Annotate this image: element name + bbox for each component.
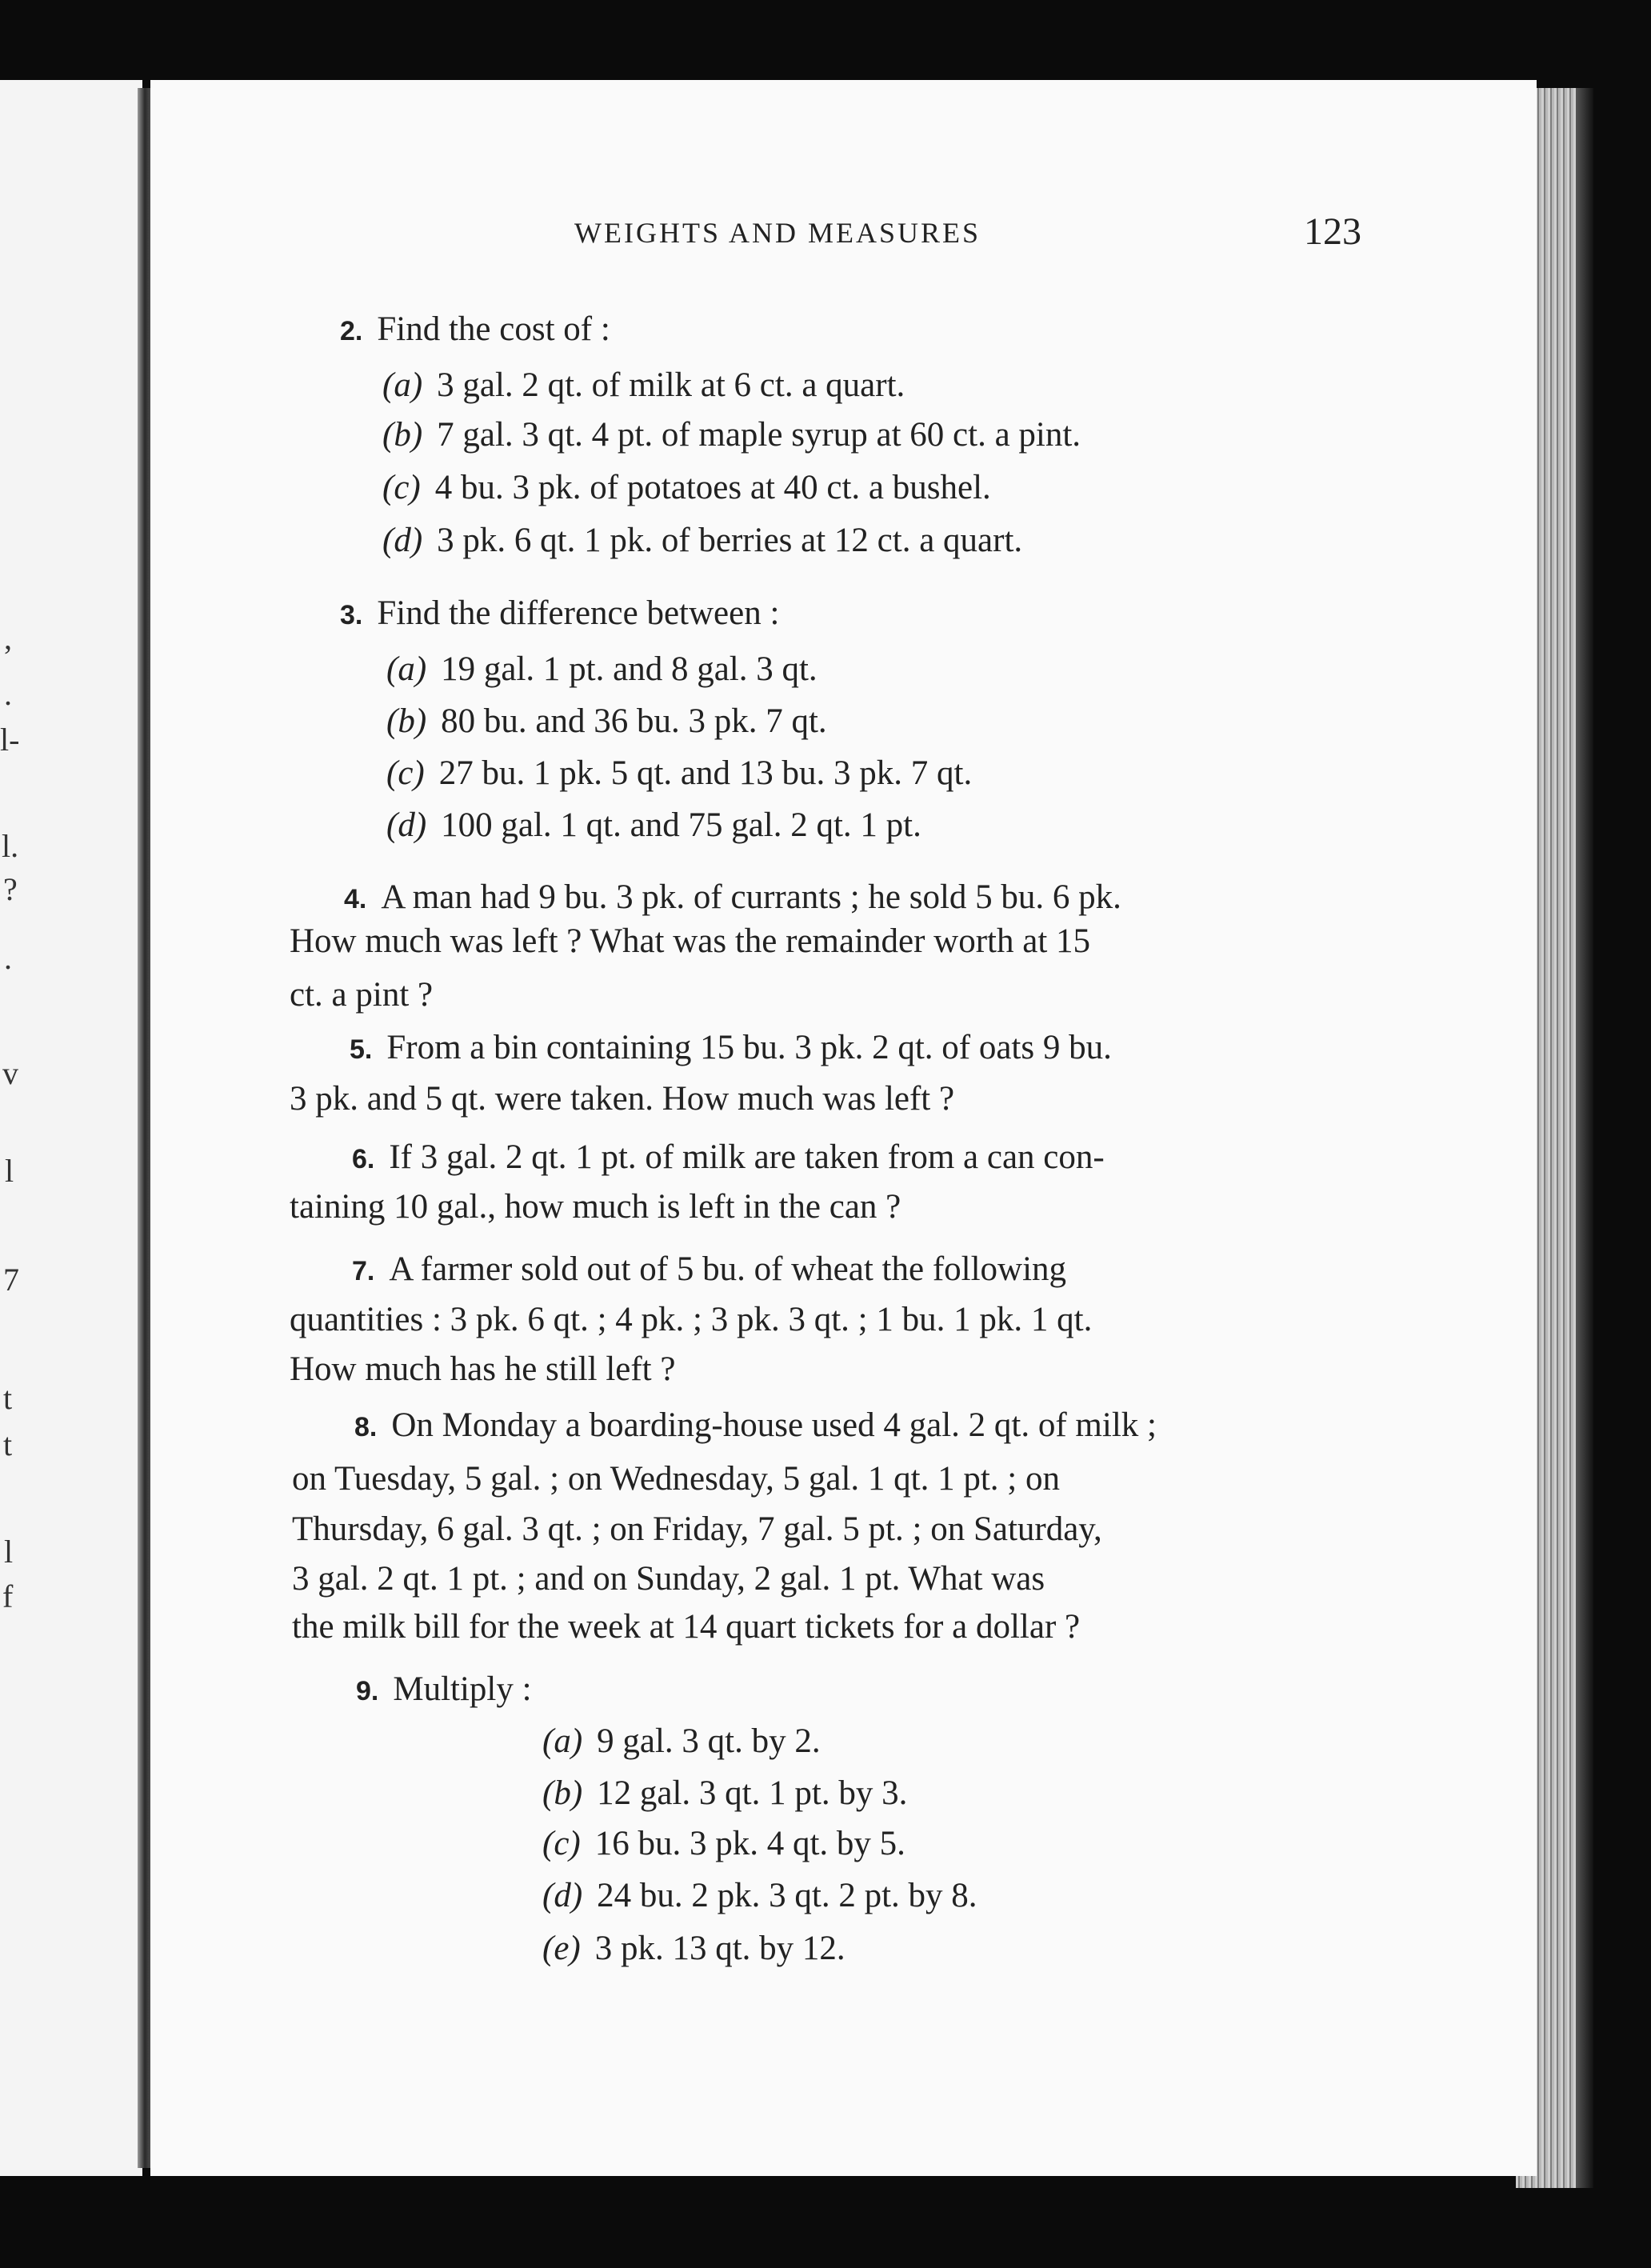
problem-8-line: Thursday, 6 gal. 3 qt. ; on Friday, 7 gal. 5 pt. ; on Saturday, — [292, 1510, 1102, 1548]
item-label: (b) — [386, 702, 427, 740]
problem-6-line — [352, 1140, 1105, 1174]
item-text: 7 gal. 3 qt. 4 pt. of maple syrup at 60 ct. a pint. — [437, 416, 1081, 454]
list-item — [542, 1878, 977, 1913]
problem-number: 7. — [352, 1256, 375, 1286]
running-head: WEIGHTS AND MEASURES — [574, 217, 981, 249]
list-item — [382, 418, 1081, 452]
facing-page-fragment: t — [3, 1380, 13, 1416]
problem-8-line — [354, 1408, 1157, 1442]
item-text: 100 gal. 1 qt. and 75 gal. 2 qt. 1 pt. — [441, 806, 921, 844]
facing-page-fragment: f — [2, 1578, 14, 1614]
facing-page-fragment: l — [4, 1534, 14, 1570]
facing-page-fragment: . — [4, 940, 12, 976]
problem-text: Multiply : — [393, 1670, 532, 1708]
item-label: (d) — [382, 522, 423, 559]
item-text: 80 bu. and 36 bu. 3 pk. 7 qt. — [441, 702, 827, 740]
item-label: (d) — [542, 1877, 583, 1914]
list-item — [542, 1826, 905, 1861]
list-item — [386, 808, 921, 842]
item-label: (a) — [386, 650, 427, 688]
problem-2-prompt — [340, 312, 610, 346]
item-label: (b) — [382, 416, 423, 454]
list-item — [382, 368, 905, 402]
problem-text: A farmer sold out of 5 bu. of wheat the following — [389, 1250, 1067, 1288]
problem-text: On Monday a boarding-house used 4 gal. 2 qt. of milk ; — [391, 1406, 1157, 1444]
facing-page-fragment: t — [3, 1426, 13, 1462]
item-text: 27 bu. 1 pk. 5 qt. and 13 bu. 3 pk. 7 qt. — [438, 754, 973, 792]
list-item — [386, 756, 972, 790]
item-text: 16 bu. 3 pk. 4 qt. by 5. — [594, 1825, 905, 1862]
item-text: 3 pk. 6 qt. 1 pk. of berries at 12 ct. a quart. — [437, 522, 1023, 559]
problem-text: A man had 9 bu. 3 pk. of currants ; he sold 5 bu. 6 pk. — [381, 878, 1121, 916]
item-label: (c) — [542, 1825, 581, 1862]
item-text: 12 gal. 3 qt. 1 pt. by 3. — [597, 1774, 908, 1812]
problem-4-line: ct. a pint ? — [290, 976, 434, 1014]
problem-text: Find the cost of : — [377, 310, 610, 348]
problem-number: 6. — [352, 1144, 375, 1174]
item-label: (c) — [386, 754, 425, 792]
page-number: 123 — [1304, 210, 1361, 253]
problem-9-prompt — [356, 1672, 532, 1706]
facing-page-fragment: 7 — [3, 1262, 19, 1298]
problem-8-line: the milk bill for the week at 14 quart tickets for a dollar ? — [292, 1608, 1081, 1646]
facing-page-fragment: l- — [0, 722, 20, 758]
problem-6-line: taining 10 gal., how much is left in the can ? — [290, 1188, 901, 1226]
list-item — [382, 523, 1022, 558]
item-label: (c) — [382, 469, 421, 506]
item-text: 4 bu. 3 pk. of potatoes at 40 ct. a bushel. — [434, 469, 991, 506]
facing-page-fragment: l. — [2, 828, 19, 864]
item-text: 3 gal. 2 qt. of milk at 6 ct. a quart. — [437, 366, 905, 404]
problem-3-prompt — [340, 596, 779, 630]
problem-5-line — [350, 1030, 1112, 1065]
problem-number: 2. — [340, 316, 363, 346]
problem-number: 9. — [356, 1676, 379, 1706]
list-item — [542, 1931, 845, 1966]
item-text: 24 bu. 2 pk. 3 qt. 2 pt. by 8. — [597, 1877, 977, 1914]
problem-5-line: 3 pk. and 5 qt. were taken. How much was left ? — [290, 1080, 955, 1118]
problem-7-line: How much has he still left ? — [290, 1350, 676, 1388]
problem-number: 3. — [340, 600, 363, 630]
item-label: (a) — [382, 366, 423, 404]
problem-text: If 3 gal. 2 qt. 1 pt. of milk are taken from a can con- — [389, 1138, 1105, 1176]
list-item — [386, 704, 827, 738]
problem-number: 4. — [344, 884, 367, 914]
item-text: 3 pk. 13 qt. by 12. — [594, 1930, 845, 1967]
item-label: (a) — [542, 1722, 583, 1760]
problem-number: 5. — [350, 1034, 373, 1065]
item-label: (d) — [386, 806, 427, 844]
facing-page-fragment: ? — [3, 871, 18, 907]
problem-4-line — [344, 880, 1121, 914]
facing-page-fragment: , — [4, 620, 12, 656]
item-text: 19 gal. 1 pt. and 8 gal. 3 qt. — [441, 650, 818, 688]
problem-8-line: 3 gal. 2 qt. 1 pt. ; and on Sunday, 2 gal. 1 pt. What was — [292, 1560, 1045, 1598]
problem-text: From a bin containing 15 bu. 3 pk. 2 qt. of oats 9 bu. — [386, 1029, 1112, 1066]
list-item — [542, 1776, 907, 1810]
list-item — [386, 652, 818, 686]
problem-8-line: on Tuesday, 5 gal. ; on Wednesday, 5 gal. 1 qt. 1 pt. ; on — [292, 1460, 1061, 1498]
problem-text: Find the difference between : — [377, 594, 780, 632]
problem-7-line: quantities : 3 pk. 6 qt. ; 4 pk. ; 3 pk. 3 qt. ; 1 bu. 1 pk. 1 qt. — [290, 1301, 1093, 1338]
item-text: 9 gal. 3 qt. by 2. — [597, 1722, 821, 1760]
facing-page-fragment: v — [2, 1055, 18, 1091]
problem-7-line — [352, 1252, 1066, 1286]
facing-page-fragment: l — [5, 1153, 14, 1189]
facing-page — [0, 80, 142, 2176]
list-item — [382, 470, 991, 505]
facing-page-fragment: . — [4, 676, 12, 712]
item-label: (e) — [542, 1930, 581, 1967]
list-item — [542, 1724, 821, 1758]
problem-number: 8. — [354, 1412, 378, 1442]
item-label: (b) — [542, 1774, 583, 1812]
problem-4-line: How much was left ? What was the remainder worth at 15 — [290, 922, 1091, 960]
